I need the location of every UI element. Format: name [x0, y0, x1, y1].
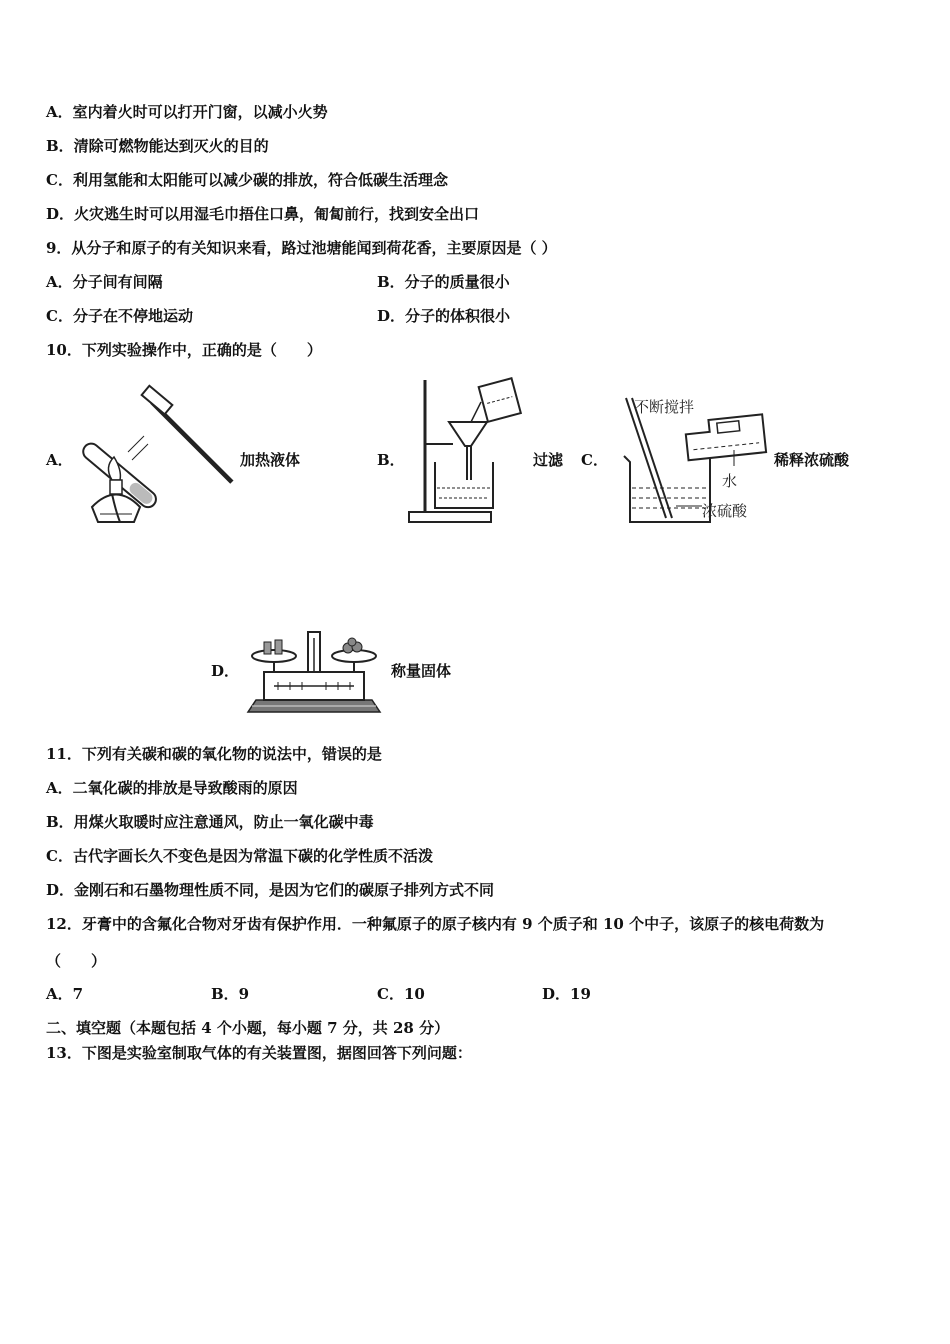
q10-c-fig-water-text: 水 — [722, 472, 738, 490]
q10-option-c-label: 稀释浓硫酸 — [774, 451, 850, 469]
q10-c-fig-stir-text: 不断搅拌 — [634, 398, 695, 416]
q11-stem: 11．下列有关碳和碳的氧化物的说法中，错误的是 — [46, 745, 382, 763]
q10-option-a-label: 加热液体 — [240, 451, 301, 469]
q12-option-d: D．19 — [542, 985, 591, 1003]
q10-option-d-letter: D． — [211, 662, 240, 680]
q8-option-c: C．利用氢能和太阳能可以减少碳的排放，符合低碳生活理念 — [46, 171, 448, 189]
q9-option-a: A．分子间有间隔 — [46, 273, 163, 291]
q11-option-b: B．用煤火取暖时应注意通风，防止一氧化碳中毒 — [46, 813, 374, 831]
q12-stem: 12．牙膏中的含氟化合物对牙齿有保护作用．一种氟原子的原子核内有 9 个质子和 10 个中子，该原子的核电荷数为 — [46, 915, 825, 933]
q11-option-a: A．二氧化碳的排放是导致酸雨的原因 — [46, 779, 298, 797]
q10-option-b-letter: B． — [377, 451, 405, 469]
heating-liquid-figure — [82, 382, 242, 532]
q12-option-c: C．10 — [377, 985, 425, 1003]
balance-figure — [244, 628, 384, 720]
q8-option-d: D．火灾逃生时可以用湿毛巾捂住口鼻，匍匐前行，找到安全出口 — [46, 205, 480, 223]
q12-option-a: A．7 — [46, 985, 84, 1003]
q9-stem: 9．从分子和原子的有关知识来看，路过池塘能闻到荷花香，主要原因是（ ） — [46, 239, 557, 257]
q8-option-b: B．清除可燃物能达到灭火的目的 — [46, 137, 269, 155]
q9-option-b: B．分子的质量很小 — [377, 273, 510, 291]
q10-option-d-label: 称量固体 — [391, 662, 452, 680]
filtration-figure — [405, 376, 530, 526]
q9-option-d: D．分子的体积很小 — [377, 307, 511, 325]
q12-option-b: B．9 — [211, 985, 250, 1003]
q10-option-c-letter: C． — [581, 451, 608, 469]
q10-stem: 10．下列实验操作中，正确的是（ ） — [46, 341, 322, 359]
q9-option-c: C．分子在不停地运动 — [46, 307, 193, 325]
q12-paren: （ ） — [46, 952, 107, 970]
q8-option-a: A．室内着火时可以打开门窗，以减小火势 — [46, 103, 328, 121]
q13-stem: 13．下图是实验室制取气体的有关装置图，据图回答下列问题： — [46, 1044, 472, 1062]
q11-option-c: C．古代字画长久不变色是因为常温下碳的化学性质不活泼 — [46, 847, 433, 865]
section-2-heading: 二、填空题（本题包括 4 个小题，每小题 7 分，共 28 分） — [46, 1019, 450, 1037]
q10-c-fig-acid-text: 浓硫酸 — [702, 502, 748, 520]
q10-option-b-label: 过滤 — [533, 451, 564, 469]
q11-option-d: D．金刚石和石墨物理性质不同，是因为它们的碳原子排列方式不同 — [46, 881, 495, 899]
diluting-acid-figure — [618, 392, 770, 528]
q10-option-a-letter: A． — [46, 451, 73, 469]
